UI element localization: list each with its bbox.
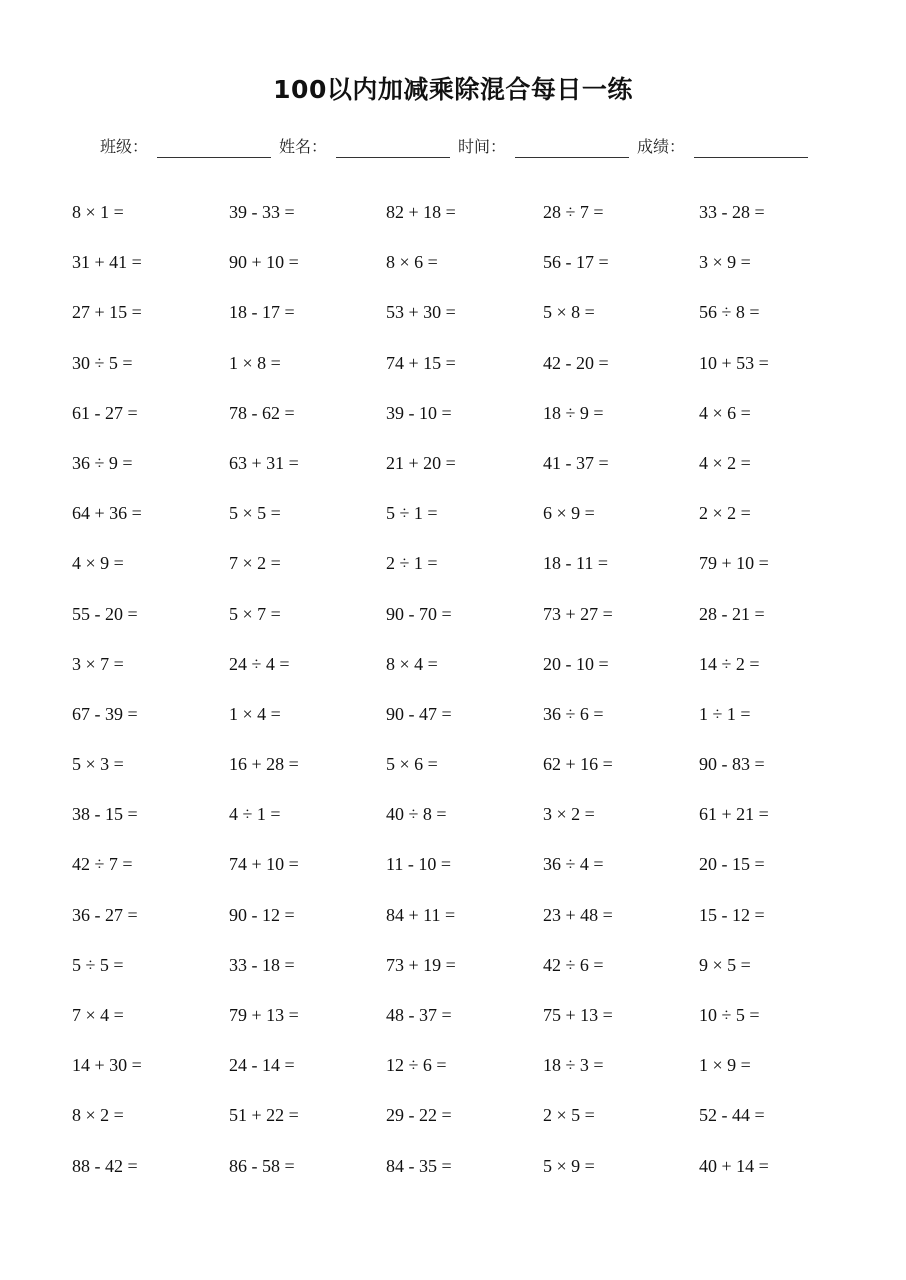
math-problem: 42 ÷ 7 = [72,854,133,875]
math-problem: 74 + 10 = [229,854,299,875]
student-info-row [100,131,820,161]
math-problem: 61 + 21 = [699,804,769,825]
math-problem: 14 + 30 = [72,1055,142,1076]
math-problem: 2 × 2 = [699,503,751,524]
math-problem: 90 - 70 = [386,603,452,624]
math-problem: 10 ÷ 5 = [699,1005,760,1025]
math-problem: 42 ÷ 6 = [543,954,604,975]
time-blank-line[interactable] [515,157,629,158]
math-problem: 20 - 15 = [699,854,765,875]
math-problem: 36 ÷ 9 = [72,452,133,473]
math-problem: 1 ÷ 1 = [699,703,751,724]
math-problem: 23 + 48 = [543,904,613,925]
math-problem: 36 ÷ 6 = [543,703,604,724]
math-problem: 30 ÷ 5 = [72,352,133,373]
math-problem: 67 - 39 = [72,703,138,724]
math-problem: 75 + 13 = [543,1005,613,1025]
math-problem: 5 × 7 = [229,603,281,624]
math-problem: 78 - 62 = [229,402,295,423]
math-problem: 28 ÷ 7 = [543,202,604,222]
math-problem: 8 × 2 = [72,1105,124,1126]
math-problem: 5 × 3 = [72,754,124,775]
math-problem: 56 - 17 = [543,252,609,273]
math-problem: 36 - 27 = [72,904,138,925]
math-problem: 63 + 31 = [229,452,299,473]
math-problem: 48 - 37 = [386,1005,452,1025]
math-problem: 8 × 4 = [386,653,438,674]
math-problem: 12 ÷ 6 = [386,1055,447,1076]
math-problem: 20 - 10 = [543,653,609,674]
math-problem: 5 ÷ 5 = [72,954,124,975]
math-problem: 14 ÷ 2 = [699,653,760,674]
math-problem: 62 + 16 = [543,754,613,775]
score-blank-line[interactable] [694,157,808,158]
math-problem: 4 × 2 = [699,452,751,473]
math-problem: 6 × 9 = [543,503,595,524]
math-problem: 84 + 11 = [386,904,456,925]
math-problem: 90 - 12 = [229,904,295,925]
math-problem: 28 - 21 = [699,603,765,624]
math-problem: 5 × 8 = [543,302,595,323]
math-problem: 9 × 5 = [699,954,751,975]
class-field [100,137,279,161]
worksheet-title: 100以内加减乘除混合每日一练 [273,75,633,104]
math-problem: 2 ÷ 1 = [386,553,438,574]
math-problem: 55 - 20 = [72,603,138,624]
name-label: 姓名： [279,137,328,156]
math-problem: 2 × 5 = [543,1105,595,1126]
math-problem: 15 - 12 = [699,904,765,925]
math-problem: 79 + 13 = [229,1005,299,1025]
math-problem: 24 - 14 = [229,1055,295,1076]
math-problem: 7 × 4 = [72,1005,124,1025]
math-problem: 90 - 83 = [699,754,765,775]
name-blank-line[interactable] [336,157,450,158]
math-problem: 42 - 20 = [543,352,609,373]
math-problem: 82 + 18 = [386,202,456,222]
time-field [458,137,637,161]
math-problem: 41 - 37 = [543,452,609,473]
math-problem: 29 - 22 = [386,1105,452,1126]
math-problem: 11 - 10 = [386,854,451,875]
math-problem: 27 + 15 = [72,302,142,323]
math-problem: 88 - 42 = [72,1155,138,1176]
math-problem: 21 + 20 = [386,452,456,473]
math-problem: 16 + 28 = [229,754,299,775]
math-problem: 1 × 4 = [229,703,281,724]
math-problem: 36 ÷ 4 = [543,854,604,875]
math-problem: 3 × 2 = [543,804,595,825]
class-label: 班级： [100,137,149,156]
math-problem: 5 × 5 = [229,503,281,524]
math-problem: 18 ÷ 9 = [543,402,604,423]
math-problem: 1 × 9 = [699,1055,751,1076]
math-problem: 73 + 19 = [386,954,456,975]
math-problem: 33 - 18 = [229,954,295,975]
math-problem: 86 - 58 = [229,1155,295,1176]
time-label: 时间： [458,137,507,156]
math-problem: 53 + 30 = [386,302,456,323]
math-problem: 7 × 2 = [229,553,281,574]
math-problem: 51 + 22 = [229,1105,299,1126]
math-problem: 24 ÷ 4 = [229,653,290,674]
math-problem: 8 × 1 = [72,202,124,222]
name-field [279,137,458,161]
math-problem: 40 ÷ 8 = [386,804,447,825]
score-field [637,137,816,161]
math-problem: 3 × 9 = [699,252,751,273]
problem-grid [72,198,819,1202]
math-problem: 1 × 8 = [229,352,281,373]
class-blank-line[interactable] [157,157,271,158]
math-problem: 4 × 9 = [72,553,124,574]
math-problem: 39 - 33 = [229,202,295,222]
math-problem: 74 + 15 = [386,352,456,373]
math-problem: 90 - 47 = [386,703,452,724]
math-problem: 90 + 10 = [229,252,299,273]
math-problem: 52 - 44 = [699,1105,765,1126]
math-problem: 18 - 17 = [229,302,295,323]
math-problem: 18 - 11 = [543,553,608,574]
math-problem: 38 - 15 = [72,804,138,825]
math-problem: 73 + 27 = [543,603,613,624]
math-problem: 39 - 10 = [386,402,452,423]
math-problem: 5 × 6 = [386,754,438,775]
math-problem: 79 + 10 = [699,553,769,574]
math-problem: 31 + 41 = [72,252,142,273]
math-problem: 3 × 7 = [72,653,124,674]
math-problem: 4 × 6 = [699,402,751,423]
math-problem: 8 × 6 = [386,252,438,273]
math-problem: 18 ÷ 3 = [543,1055,604,1076]
math-problem: 61 - 27 = [72,402,138,423]
math-problem: 40 + 14 = [699,1155,769,1176]
math-problem: 56 ÷ 8 = [699,302,760,323]
math-problem: 64 + 36 = [72,503,142,524]
math-problem: 33 - 28 = [699,202,765,222]
math-problem: 84 - 35 = [386,1155,452,1176]
math-problem: 10 + 53 = [699,352,769,373]
math-problem: 4 ÷ 1 = [229,804,281,825]
math-problem: 5 ÷ 1 = [386,503,438,524]
score-label: 成绩： [637,137,686,156]
math-problem: 5 × 9 = [543,1155,595,1176]
